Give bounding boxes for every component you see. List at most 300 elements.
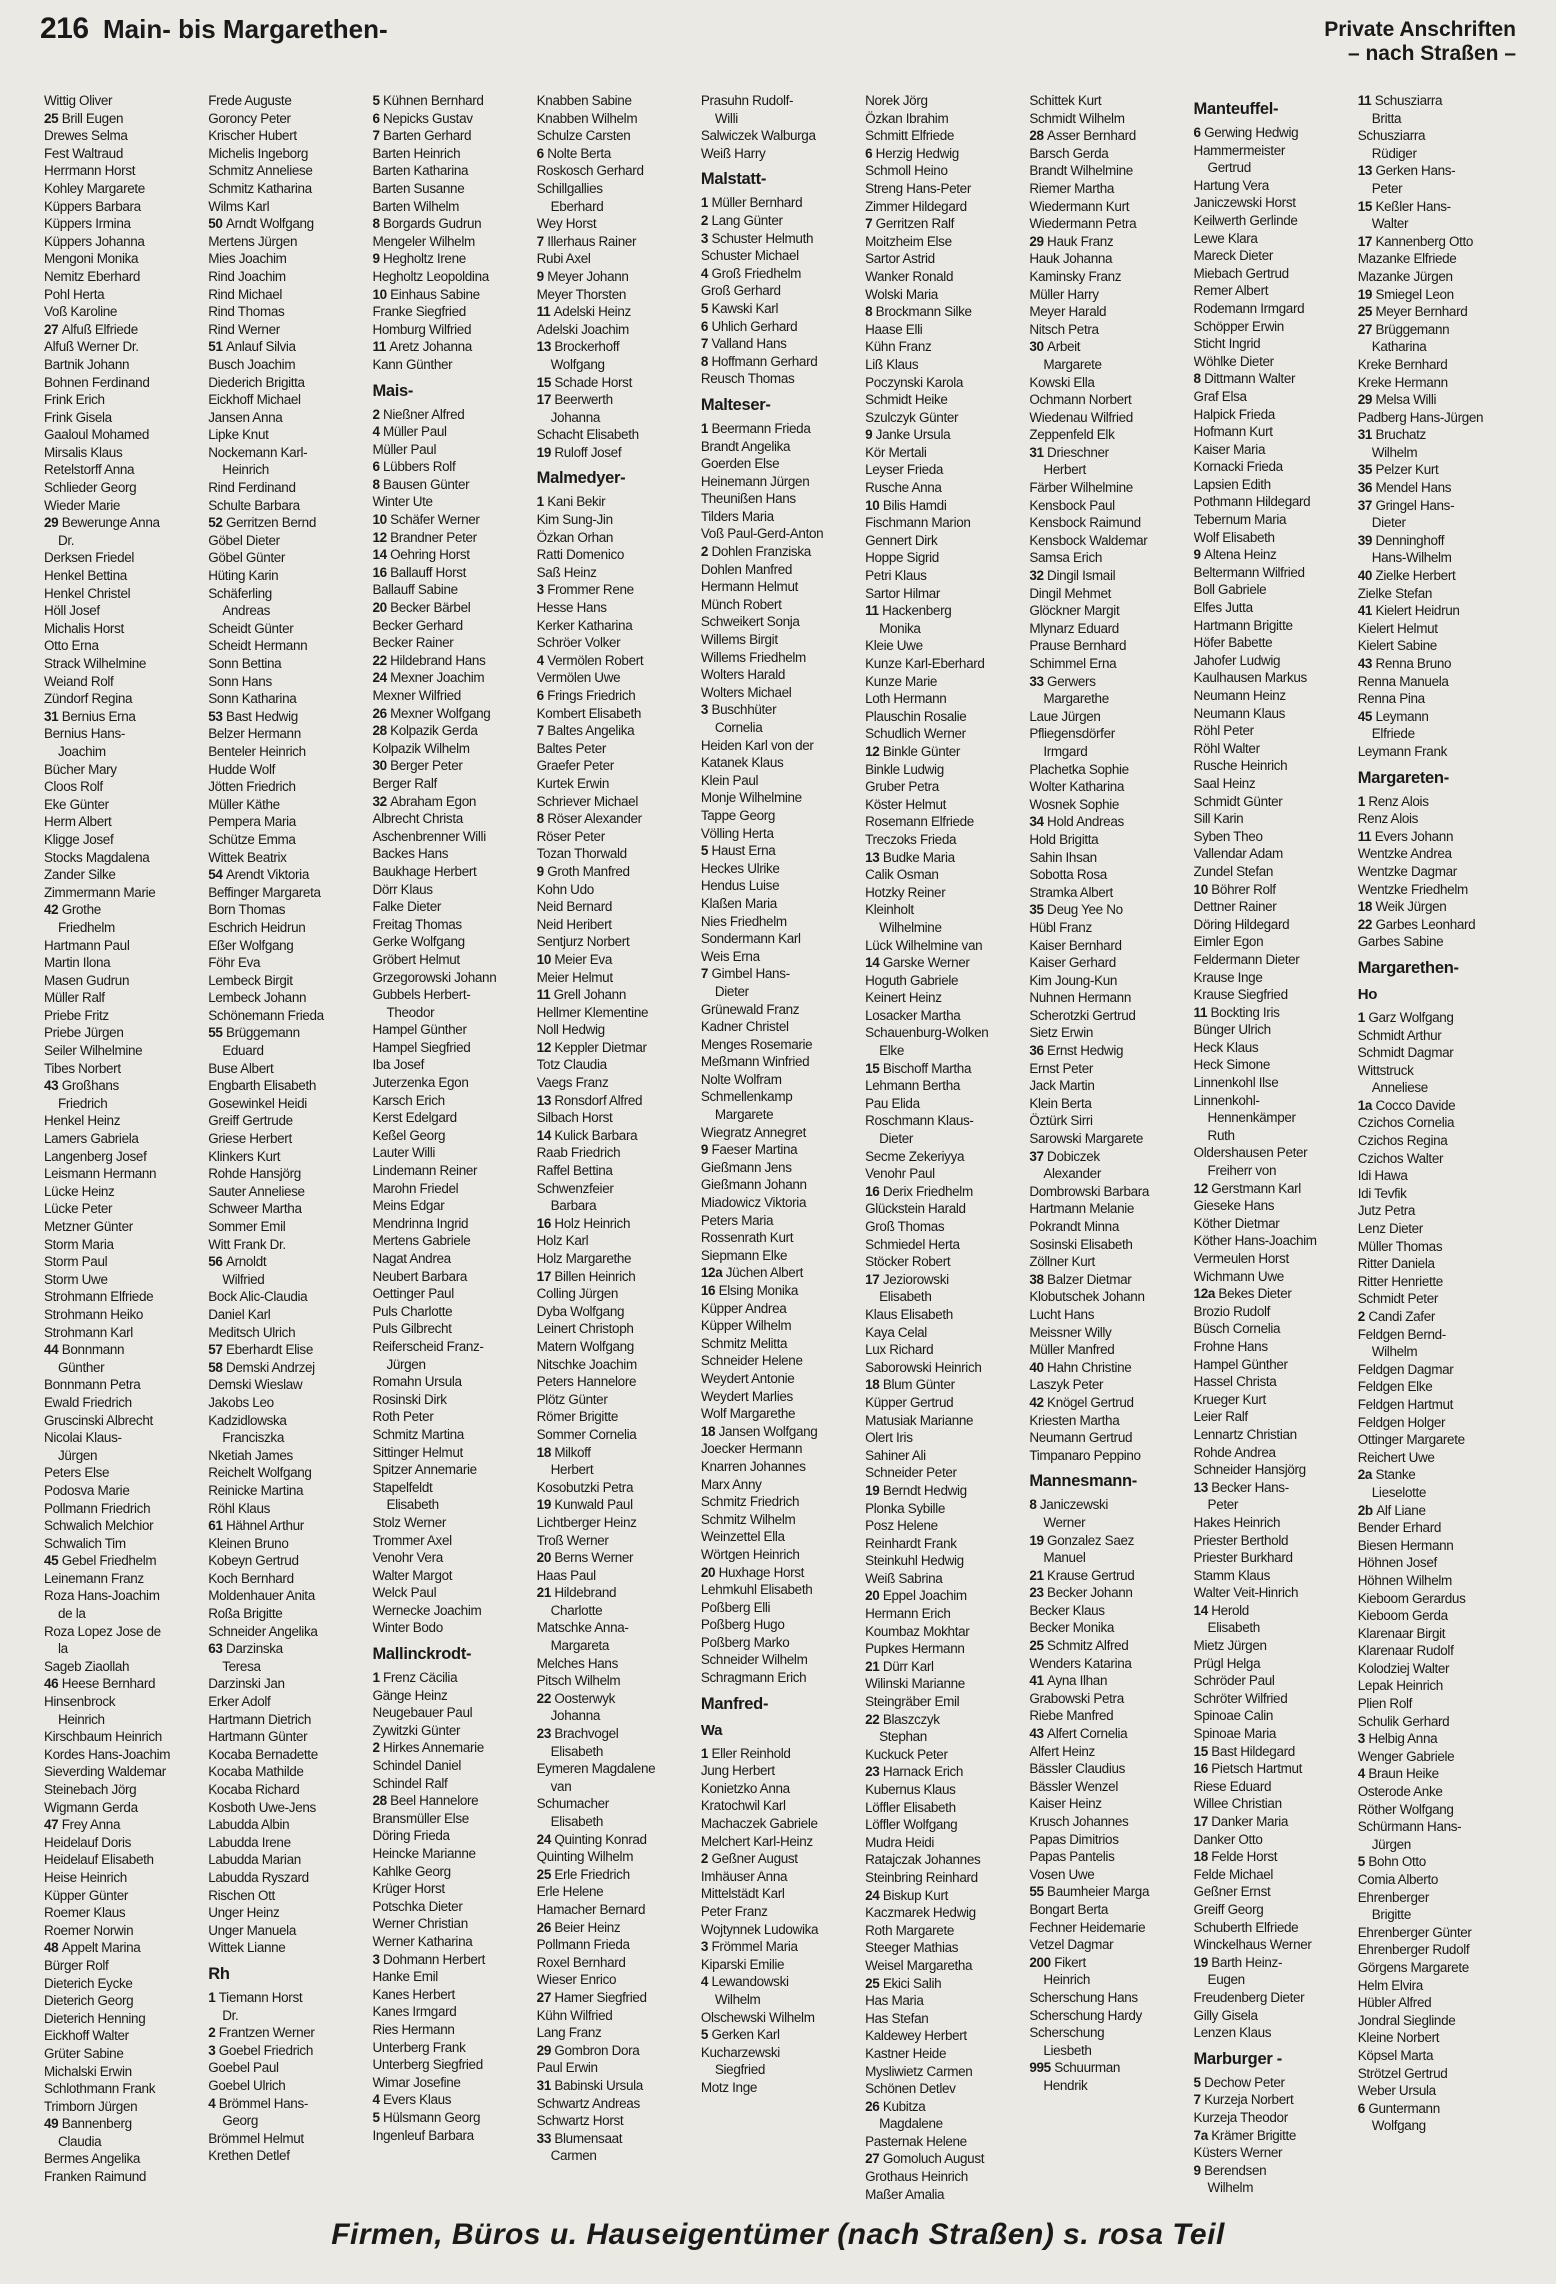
house-number: 8: [865, 304, 876, 320]
house-number: 43: [1029, 1726, 1048, 1742]
resident-entry: Scheidt Hermann: [208, 638, 308, 654]
resident-entry: Liß Klaus: [865, 356, 919, 372]
resident-entry: Kaulhausen Markus: [1193, 670, 1307, 686]
house-number: 3: [536, 582, 548, 598]
resident-entry: Reiferscheid Franz-: [372, 1338, 484, 1354]
resident-entry: Rind Joachim: [208, 268, 286, 284]
resident-entry: Mazanke Jürgen: [1357, 268, 1453, 284]
house-number: 23: [536, 1726, 555, 1742]
resident-entry: Kurtek Erwin: [536, 775, 609, 791]
resident-entry: Reichert Uwe: [1357, 1449, 1435, 1465]
house-number: 33: [1029, 673, 1048, 689]
resident-entry: Gaaloul Mohamed: [44, 427, 150, 443]
house-number: 1: [700, 1745, 712, 1761]
resident-entry: Feldgen Bernd-: [1357, 1326, 1446, 1342]
resident-entry: Kocaba Richard: [208, 1782, 300, 1797]
resident-entry: Moldenhauer Anita: [208, 1588, 315, 1604]
resident-entry: Vaegs Franz: [536, 1075, 609, 1091]
resident-entry: 34 Hold Andreas: [1029, 814, 1124, 830]
resident-entry: Meßmann Winfried: [700, 1054, 810, 1070]
resident-entry: Köther Hans-Joachim: [1193, 1233, 1317, 1249]
resident-entry: 42 Grothe: [44, 902, 101, 918]
entry-continuation: Heinrich: [222, 462, 269, 478]
resident-entry: Weiß Sabrina: [865, 1570, 943, 1586]
resident-entry: 10 Bilis Hamdi: [865, 497, 947, 513]
resident-entry: Schneider Wilhelm: [700, 1652, 808, 1668]
resident-entry: Poßberg Marko: [700, 1634, 790, 1650]
house-number: 25: [865, 1975, 883, 1991]
resident-entry: Wojtynnek Ludowika: [700, 1921, 819, 1937]
resident-entry: 6 Lübbers Rolf: [372, 459, 456, 475]
resident-entry: Freitag Thomas: [372, 916, 462, 932]
resident-entry: Kordes Hans-Joachim: [44, 1746, 171, 1762]
resident-entry: 12 Binkle Günter: [865, 743, 961, 759]
resident-entry: Kunze Marie: [865, 673, 938, 689]
resident-entry: Garbes Sabine: [1357, 934, 1444, 950]
resident-entry: Schittek Kurt: [1029, 93, 1102, 108]
house-number: 19: [1193, 1954, 1212, 1970]
entry-continuation: Barbara: [550, 1198, 597, 1214]
resident-entry: Riemer Martha: [1029, 180, 1115, 196]
resident-entry: Lewe Klara: [1193, 230, 1258, 246]
resident-entry: 7 Illerhaus Rainer: [536, 233, 637, 249]
resident-entry: Meyer Harald: [1029, 304, 1107, 320]
resident-entry: Unterberg Frank: [372, 2039, 466, 2055]
resident-entry: Tozan Thorwald: [536, 846, 627, 862]
house-number: 8: [1029, 1497, 1040, 1513]
resident-entry: Schuberth Elfriede: [1193, 1919, 1299, 1935]
resident-entry: Roschmann Klaus-: [865, 1113, 974, 1129]
resident-entry: 5 Haust Erna: [700, 843, 776, 859]
resident-entry: Voß Karoline: [44, 304, 118, 320]
resident-entry: 6 Nepicks Gustav: [372, 110, 473, 126]
resident-entry: Dieterich Eycke: [44, 1975, 133, 1991]
resident-entry: 11 Bockting Iris: [1193, 1004, 1280, 1020]
resident-entry: Lücke Heinz: [44, 1183, 115, 1199]
resident-entry: Katanek Klaus: [700, 755, 784, 771]
resident-entry: Eschrich Heidrun: [208, 919, 306, 935]
resident-entry: Röhl Klaus: [208, 1500, 271, 1516]
resident-entry: Kensbock Waldemar: [1029, 532, 1148, 548]
house-number: 20: [865, 1588, 883, 1604]
resident-entry: Meyer Thorsten: [536, 286, 627, 302]
resident-entry: Schröer Volker: [536, 635, 621, 651]
house-number: 10: [865, 497, 883, 513]
resident-entry: Gießmann Jens: [700, 1159, 792, 1175]
resident-entry: Poßberg Elli: [700, 1599, 771, 1615]
house-number: 11: [1357, 93, 1375, 108]
resident-entry: Mietz Jürgen: [1193, 1638, 1267, 1654]
resident-entry: Steinebach Jörg: [44, 1782, 137, 1797]
resident-entry: Meins Edgar: [372, 1198, 445, 1214]
house-number: 58: [208, 1359, 226, 1375]
resident-entry: Bünger Ulrich: [1193, 1022, 1271, 1038]
resident-entry: Kombert Elisabeth: [536, 705, 642, 721]
resident-entry: 54 Arendt Viktoria: [208, 867, 309, 883]
resident-entry: Gosewinkel Heidi: [208, 1095, 307, 1111]
resident-entry: 61 Hähnel Arthur: [208, 1518, 304, 1534]
resident-entry: Klein Berta: [1029, 1095, 1092, 1111]
resident-entry: Kaiser Bernhard: [1029, 937, 1122, 953]
resident-entry: Leyser Frieda: [865, 462, 944, 478]
house-number: 13: [865, 849, 883, 865]
resident-entry: Otto Erna: [44, 638, 99, 654]
entry-continuation: Manuel: [1043, 1550, 1086, 1566]
resident-entry: Wernecke Joachim: [372, 1602, 482, 1618]
resident-entry: Wörtgen Heinrich: [700, 1546, 800, 1562]
resident-entry: 17 Beerwerth: [536, 392, 613, 408]
page-title: Main- bis Margarethen-: [103, 14, 388, 44]
resident-entry: Spinoae Calin: [1193, 1708, 1274, 1724]
resident-entry: Rosinski Dirk: [372, 1391, 447, 1407]
resident-entry: Unterberg Siegfried: [372, 2057, 483, 2073]
resident-entry: Hampel Günther: [1193, 1356, 1288, 1372]
resident-entry: 53 Bast Hedwig: [208, 708, 298, 724]
resident-entry: 58 Demski Andrzej: [208, 1359, 315, 1375]
resident-entry: Labudda Marian: [208, 1852, 301, 1868]
resident-entry: 28 Asser Bernhard: [1029, 128, 1136, 144]
resident-entry: Klarenaar Birgit: [1357, 1625, 1446, 1641]
resident-entry: Jung Herbert: [700, 1763, 775, 1779]
resident-entry: 13 Budke Maria: [865, 849, 955, 865]
house-number: 4: [1357, 1766, 1369, 1782]
resident-entry: Plien Rolf: [1357, 1696, 1413, 1712]
resident-entry: Schimmel Erna: [1029, 656, 1117, 671]
resident-entry: 4 Lewandowski: [700, 1974, 789, 1990]
resident-entry: 25 Meyer Bernhard: [1357, 304, 1468, 320]
resident-entry: Riebe Manfred: [1029, 1708, 1114, 1724]
street-heading: Malmedyer-: [536, 469, 626, 488]
house-number: 10: [372, 286, 391, 302]
resident-entry: Lang Franz: [536, 2025, 602, 2041]
resident-entry: 11 Schusziarra: [1357, 93, 1443, 108]
resident-entry: 8 Brockmann Silke: [865, 304, 972, 320]
house-number: 3: [372, 1951, 383, 1967]
resident-entry: 41 Kielert Heidrun: [1357, 603, 1460, 619]
house-number: 24: [865, 1887, 883, 1903]
resident-entry: Wosnek Sophie: [1029, 796, 1120, 812]
resident-entry: Pau Elida: [865, 1095, 920, 1111]
resident-entry: Aschenbrenner Willi: [372, 828, 486, 844]
resident-entry: Mengeler Wilhelm: [372, 233, 475, 249]
resident-entry: Kim Sung-Jin: [536, 512, 613, 528]
entry-continuation: Rüdiger: [1371, 145, 1417, 161]
resident-entry: Feldgen Elke: [1357, 1379, 1433, 1395]
resident-entry: Spinoae Maria: [1193, 1726, 1277, 1742]
resident-entry: 44 Bonnmann: [44, 1342, 125, 1358]
resident-entry: Beffinger Margareta: [208, 884, 321, 900]
street-heading: Margarethen-: [1357, 958, 1459, 977]
resident-entry: Heck Simone: [1193, 1057, 1270, 1073]
house-number: 19: [536, 444, 555, 460]
resident-entry: Stamm Klaus: [1193, 1567, 1270, 1583]
resident-entry: Schragmann Erich: [700, 1670, 807, 1686]
house-number: 17: [1357, 233, 1376, 249]
resident-entry: Nagat Andrea: [372, 1251, 451, 1266]
street-heading: Malteser-: [700, 395, 771, 414]
house-number: 16: [536, 1215, 555, 1231]
entry-continuation: Wilhelm: [1371, 1344, 1418, 1360]
resident-entry: Rind Michael: [208, 286, 283, 302]
resident-entry: Stolz Werner: [372, 1514, 447, 1530]
house-number: 12: [865, 743, 883, 759]
resident-entry: Trimborn Jürgen: [44, 2098, 138, 2114]
house-number: 57: [208, 1342, 226, 1358]
resident-entry: Bonnmann Petra: [44, 1377, 141, 1393]
resident-entry: Hamacher Bernard: [536, 1901, 646, 1917]
resident-entry: Kocaba Mathilde: [208, 1764, 304, 1780]
resident-entry: Dörr Klaus: [372, 881, 433, 897]
resident-entry: Rohde Andrea: [1193, 1444, 1276, 1460]
entry-continuation: Dieter: [879, 1131, 914, 1147]
resident-entry: 6 Herzig Hedwig: [865, 145, 959, 161]
resident-entry: Mies Joachim: [208, 251, 287, 267]
resident-entry: Kleinholt: [865, 902, 914, 918]
resident-entry: Calik Osman: [865, 867, 939, 883]
resident-entry: Wittig Oliver: [44, 93, 113, 108]
entry-continuation: Wilhelm: [714, 1991, 761, 2007]
section-subtitle: – nach Straßen –: [1347, 42, 1516, 65]
resident-entry: Weinzettel Ella: [700, 1529, 785, 1545]
resident-entry: 32 Dingil Ismail: [1029, 568, 1116, 584]
resident-entry: Sieverding Waldemar: [44, 1764, 166, 1780]
resident-entry: Olert Iris: [865, 1430, 913, 1446]
resident-entry: Graefer Peter: [536, 758, 614, 774]
resident-entry: Özkan Orhan: [536, 529, 614, 545]
resident-entry: Miadowicz Viktoria: [700, 1195, 807, 1211]
resident-entry: 3 Buschhüter: [700, 702, 777, 718]
resident-entry: Tebernum Maria: [1193, 512, 1287, 528]
entry-continuation: Wolfgang: [1371, 2118, 1426, 2134]
resident-entry: Barten Susanne: [372, 180, 465, 196]
resident-entry: Prasuhn Rudolf-: [700, 93, 794, 108]
resident-entry: Feldgen Holger: [1357, 1414, 1446, 1430]
resident-entry: Dombrowski Barbara: [1029, 1183, 1150, 1199]
footer-note: Firmen, Büros u. Hauseigentümer (nach Straßen) s. rosa Teil: [331, 2218, 1225, 2251]
house-number: 16: [865, 1183, 883, 1199]
resident-entry: 8 Janiczewski: [1029, 1497, 1109, 1513]
house-number: 9: [1193, 2162, 1205, 2178]
resident-entry: Pohl Herta: [44, 286, 105, 302]
resident-entry: 42 Knögel Gertrud: [1029, 1394, 1134, 1410]
resident-entry: 33 Gerwers: [1029, 673, 1096, 689]
resident-entry: 15 Keßler Hans-: [1357, 198, 1451, 214]
house-number: 40: [1357, 568, 1376, 584]
resident-entry: Idi Tevfik: [1357, 1185, 1407, 1201]
house-number: 7: [536, 723, 548, 739]
house-number: 54: [208, 867, 226, 883]
resident-entry: Hübl Franz: [1029, 919, 1092, 935]
resident-entry: Prause Bernhard: [1029, 638, 1127, 654]
resident-entry: Riese Eduard: [1193, 1778, 1272, 1794]
resident-entry: Benteler Heinrich: [208, 743, 306, 759]
resident-entry: Weiand Rolf: [44, 673, 114, 689]
resident-entry: Czichos Regina: [1357, 1133, 1448, 1149]
resident-entry: Baltes Peter: [536, 740, 606, 756]
resident-entry: 20 Huxhage Horst: [700, 1564, 805, 1580]
house-number: 14: [1193, 1602, 1212, 1618]
house-number: 1a: [1357, 1097, 1376, 1113]
house-number: 11: [1357, 828, 1375, 844]
resident-entry: Leinert Christoph: [536, 1321, 634, 1337]
house-number: 21: [536, 1585, 555, 1601]
resident-entry: Klaus Elisabeth: [865, 1306, 953, 1322]
resident-entry: 32 Abraham Egon: [372, 793, 477, 809]
resident-entry: Werner Katharina: [372, 1933, 473, 1949]
resident-entry: Bermes Angelika: [44, 2151, 141, 2167]
resident-entry: 1 Frenz Cäcilia: [372, 1670, 458, 1686]
resident-entry: Mendrinna Ingrid: [372, 1215, 469, 1231]
resident-entry: Strohmann Heiko: [44, 1306, 144, 1322]
resident-entry: Kleine Norbert: [1357, 2030, 1440, 2046]
resident-entry: Renna Pina: [1357, 691, 1425, 707]
house-number: 22: [865, 1711, 883, 1727]
resident-entry: Plonka Sybille: [865, 1500, 946, 1516]
resident-entry: 11 Hackenberg: [865, 603, 952, 619]
house-number: 3: [700, 702, 712, 718]
resident-entry: 1 Eller Reinhold: [700, 1745, 791, 1761]
resident-entry: Paul Erwin: [536, 2060, 598, 2076]
resident-entry: Berger Ralf: [372, 775, 437, 791]
resident-entry: Henkel Heinz: [44, 1113, 121, 1129]
entry-continuation: Katharina: [1371, 339, 1427, 355]
resident-entry: Kadner Christel: [700, 1019, 789, 1035]
resident-entry: 3 Dohmann Herbert: [372, 1951, 486, 1967]
resident-entry: Adelski Joachim: [536, 321, 629, 337]
house-number: 23: [865, 1764, 883, 1780]
resident-entry: Michalis Horst: [44, 620, 124, 636]
resident-entry: Nitschke Joachim: [536, 1356, 637, 1372]
resident-entry: Schmidt Arthur: [1357, 1027, 1442, 1043]
resident-entry: Ehrenberger: [1357, 1889, 1429, 1905]
resident-entry: Sietz Erwin: [1029, 1025, 1093, 1041]
street-heading: Mais-: [372, 381, 414, 400]
resident-entry: 7 Kurzeja Norbert: [1193, 2092, 1294, 2108]
resident-entry: 51 Anlauf Silvia: [208, 339, 296, 355]
street-heading: Rh: [208, 1964, 230, 1983]
resident-entry: Wolf Margarethe: [700, 1406, 796, 1422]
resident-entry: Freudenberg Dieter: [1193, 1989, 1305, 2005]
resident-entry: Derksen Friedel: [44, 550, 135, 566]
resident-entry: Kaldewey Herbert: [865, 2028, 967, 2044]
resident-entry: Neumann Gertrud: [1029, 1430, 1133, 1446]
resident-entry: 12a Jüchen Albert: [700, 1265, 804, 1281]
resident-entry: Rubi Axel: [536, 251, 591, 267]
resident-entry: Jutz Petra: [1357, 1203, 1416, 1219]
resident-entry: Sentjurz Norbert: [536, 934, 630, 950]
resident-entry: Kleinen Bruno: [208, 1535, 289, 1551]
resident-entry: Albrecht Christa: [372, 811, 463, 827]
resident-entry: Samsa Erich: [1029, 550, 1103, 566]
resident-entry: 14 Garske Werner: [865, 955, 970, 971]
house-number: 19: [536, 1497, 555, 1513]
resident-entry: Rohde Hansjörg: [208, 1166, 301, 1182]
resident-entry: Neumann Klaus: [1193, 705, 1286, 721]
resident-entry: Roemer Klaus: [44, 1905, 126, 1921]
header-left: [40, 12, 388, 46]
resident-entry: Hellmer Klementine: [536, 1004, 649, 1020]
resident-entry: Brandt Angelika: [700, 438, 791, 454]
resident-entry: Trommer Axel: [372, 1532, 452, 1548]
entry-continuation: Hans-Wilhelm: [1371, 550, 1452, 566]
house-number: 9: [700, 1142, 712, 1158]
house-number: 9: [865, 427, 876, 443]
resident-entry: Wiegratz Annegret: [700, 1124, 806, 1140]
resident-entry: Koch Bernhard: [208, 1570, 294, 1586]
house-number: 7: [700, 336, 712, 352]
house-number: 35: [1357, 462, 1376, 478]
resident-entry: 11 Grell Johann: [536, 987, 626, 1003]
resident-entry: 5 Bohn Otto: [1357, 1854, 1426, 1870]
house-number: 30: [1029, 339, 1048, 355]
resident-entry: Hudde Wolf: [208, 761, 276, 777]
house-number: 8: [700, 353, 712, 369]
resident-entry: 11 Aretz Johanna: [372, 339, 472, 355]
resident-entry: Müller Harry: [1029, 286, 1099, 302]
resident-entry: 2 Hirkes Annemarie: [372, 1740, 484, 1756]
resident-entry: Diederich Brigitta: [208, 374, 305, 390]
resident-entry: Steeger Mathias: [865, 1940, 959, 1956]
section-title: Private Anschriften: [1324, 18, 1516, 41]
house-number: 3: [700, 1939, 712, 1955]
resident-entry: Sill Karin: [1193, 811, 1244, 827]
resident-entry: Müller Manfred: [1029, 1342, 1115, 1358]
resident-entry: 45 Gebel Friedhelm: [44, 1553, 157, 1569]
house-number: 25: [536, 1866, 555, 1882]
resident-entry: Barten Wilhelm: [372, 198, 460, 214]
resident-entry: Goebel Paul: [208, 2060, 279, 2076]
resident-entry: 5 Dechow Peter: [1193, 2074, 1285, 2090]
resident-entry: Kann Günther: [372, 356, 453, 372]
resident-entry: 6 Guntermann: [1357, 2100, 1440, 2116]
resident-entry: Röhl Walter: [1193, 740, 1260, 756]
resident-entry: Falke Dieter: [372, 899, 442, 915]
entry-continuation: Monika: [879, 620, 921, 636]
resident-entry: Bongart Berta: [1029, 1901, 1109, 1917]
entry-continuation: Dr.: [58, 532, 75, 548]
resident-entry: Motz Inge: [700, 2079, 758, 2095]
resident-entry: 20 Becker Bärbel: [372, 600, 471, 616]
resident-entry: Zöllner Kurt: [1029, 1254, 1095, 1270]
house-number: 16: [372, 564, 391, 580]
resident-entry: Kerker Katharina: [536, 617, 633, 633]
directory-column: [537, 92, 693, 2202]
house-number: 38: [1029, 1271, 1048, 1287]
resident-entry: Mexner Wilfried: [372, 688, 461, 703]
resident-entry: Bock Alic-Claudia: [208, 1289, 308, 1305]
resident-entry: Krüger Horst: [372, 1881, 445, 1897]
resident-entry: Kühn Franz: [865, 339, 932, 355]
entry-continuation: Irmgard: [1043, 743, 1088, 759]
resident-entry: Nuhnen Hermann: [1029, 990, 1131, 1006]
resident-entry: Steinkuhl Hedwig: [865, 1553, 964, 1569]
resident-entry: Föhr Eva: [208, 955, 261, 971]
house-number: 19: [1357, 286, 1376, 302]
resident-entry: Mudra Heidi: [865, 1834, 935, 1850]
resident-entry: 14 Kulick Barbara: [536, 1127, 638, 1143]
resident-entry: Retelstorff Anna: [44, 462, 135, 478]
house-number: 25: [1029, 1638, 1048, 1654]
resident-entry: Krethen Detlef: [208, 2148, 290, 2164]
resident-entry: 8 Bausen Günter: [372, 476, 470, 492]
entry-continuation: Theodor: [386, 1004, 435, 1020]
resident-entry: Klaßen Maria: [700, 895, 777, 911]
house-number: 7a: [1193, 2127, 1212, 2143]
house-number: 10: [372, 512, 391, 528]
entry-continuation: Margarete: [714, 1107, 774, 1123]
resident-entry: Brozio Rudolf: [1193, 1303, 1271, 1319]
house-number: 8: [372, 216, 383, 232]
